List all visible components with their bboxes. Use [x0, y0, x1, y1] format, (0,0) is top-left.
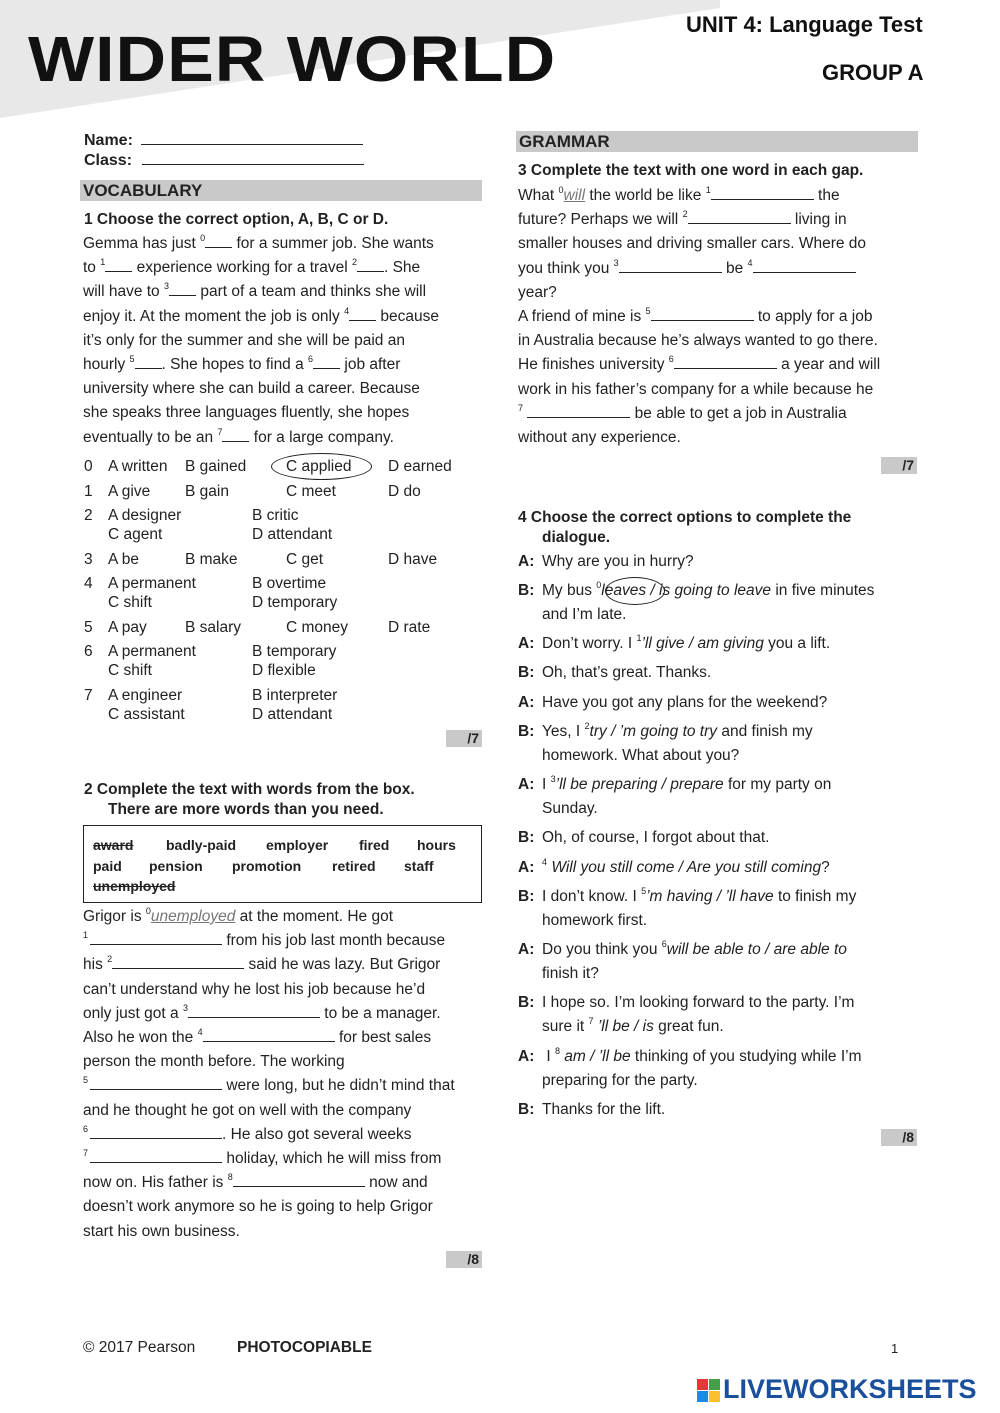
- unit-title: UNIT 4: Language Test: [686, 12, 923, 37]
- word-box-item: staff: [404, 858, 434, 874]
- word-box-item: retired: [332, 858, 376, 874]
- word-box-item: fired: [359, 837, 390, 853]
- word-box-item: award: [93, 837, 134, 853]
- name-field[interactable]: [84, 131, 363, 150]
- group-label: GROUP A: [822, 60, 924, 85]
- q2-score: /8: [446, 1251, 482, 1268]
- vocabulary-heading: VOCABULARY: [80, 180, 482, 201]
- word-box-item: hours: [417, 837, 456, 853]
- page-number: 1: [891, 1341, 899, 1356]
- grammar-heading: GRAMMAR: [516, 131, 918, 152]
- q1-score: /7: [446, 730, 482, 747]
- word-box-item: unemployed: [93, 878, 176, 894]
- q2-text: Grigor is $^0$unemployed at the moment. He got $^1$ from his job last month because his $^2$ said he was lazy. But Grigor can’t understand why he lost his job because he’d only just got a $^3$ to be a manager. Also he won the $^4$ for best sales person the month before. The working $^5$ were long, but he didn’t mind that and he thought he got on well with the company $^6$ . He also got several weeks $^7$ holiday, which he will miss from now on. His father is $^8$ now and doesn’t work anymore so he is going to help Grigor start his own business.: [83, 906, 455, 1240]
- word-box-item: employer: [266, 837, 329, 853]
- q4-score: /8: [881, 1129, 917, 1146]
- q3-text: What $^0$will the world be like $^1$ the future? Perhaps we will $^2$ living in smaller houses and driving smaller cars. Where do you think you $^3$ be $^4$ year? A friend of mine is $^5$ to apply for a job in Australia because he’s always wanted to go there. He finishes university $^6$ a year and will work in his father’s company for a while because he $^7$ be able to get a job in Australia without any experience.: [518, 185, 881, 447]
- q2-title: 2 Complete the text with words from the box. There are more words than you need.: [84, 781, 415, 818]
- photocopiable-label: PHOTOCOPIABLE: [237, 1339, 372, 1356]
- answer-circle: [271, 453, 372, 480]
- answer-circle: [605, 577, 665, 605]
- wider-world-logo: WIDER WORLD: [28, 22, 557, 95]
- word-box-item: badly-paid: [166, 837, 237, 853]
- word-box-item: promotion: [232, 858, 302, 874]
- word-box-item: pension: [149, 858, 203, 874]
- q1-text: Gemma has just $^0$ for a summer job. She wants to $^1$ experience working for a travel $^2$ . She will have to $^3$ part of a team and thinks she will enjoy it. At the moment the job is only $^4$ because it’s only for the summer and she will be paid an hourly $^5$ . She hopes to find a $^6$ job after university where she can build a career. Because she speaks three languages fluently, she hopes eventually to be an $^7$ for a large company.: [83, 233, 439, 446]
- class-label: Class:: [84, 152, 133, 169]
- q4-title: 4 Choose the correct options to complete the dialogue.: [518, 509, 852, 546]
- word-box: [83, 825, 482, 903]
- word-box-item: paid: [93, 858, 122, 874]
- name-label: Name:: [84, 132, 133, 149]
- copyright: © 2017 Pearson: [83, 1339, 196, 1356]
- q3-title: 3 Complete the text with one word in each gap.: [518, 162, 864, 179]
- liveworksheets-logo-icon: [697, 1379, 721, 1403]
- q1-title: 1 Choose the correct option, A, B, C or D.: [84, 211, 389, 228]
- q3-score: /7: [881, 457, 917, 474]
- liveworksheets-watermark[interactable]: LIVEWORKSHEETS: [723, 1374, 977, 1404]
- class-field[interactable]: [84, 151, 364, 170]
